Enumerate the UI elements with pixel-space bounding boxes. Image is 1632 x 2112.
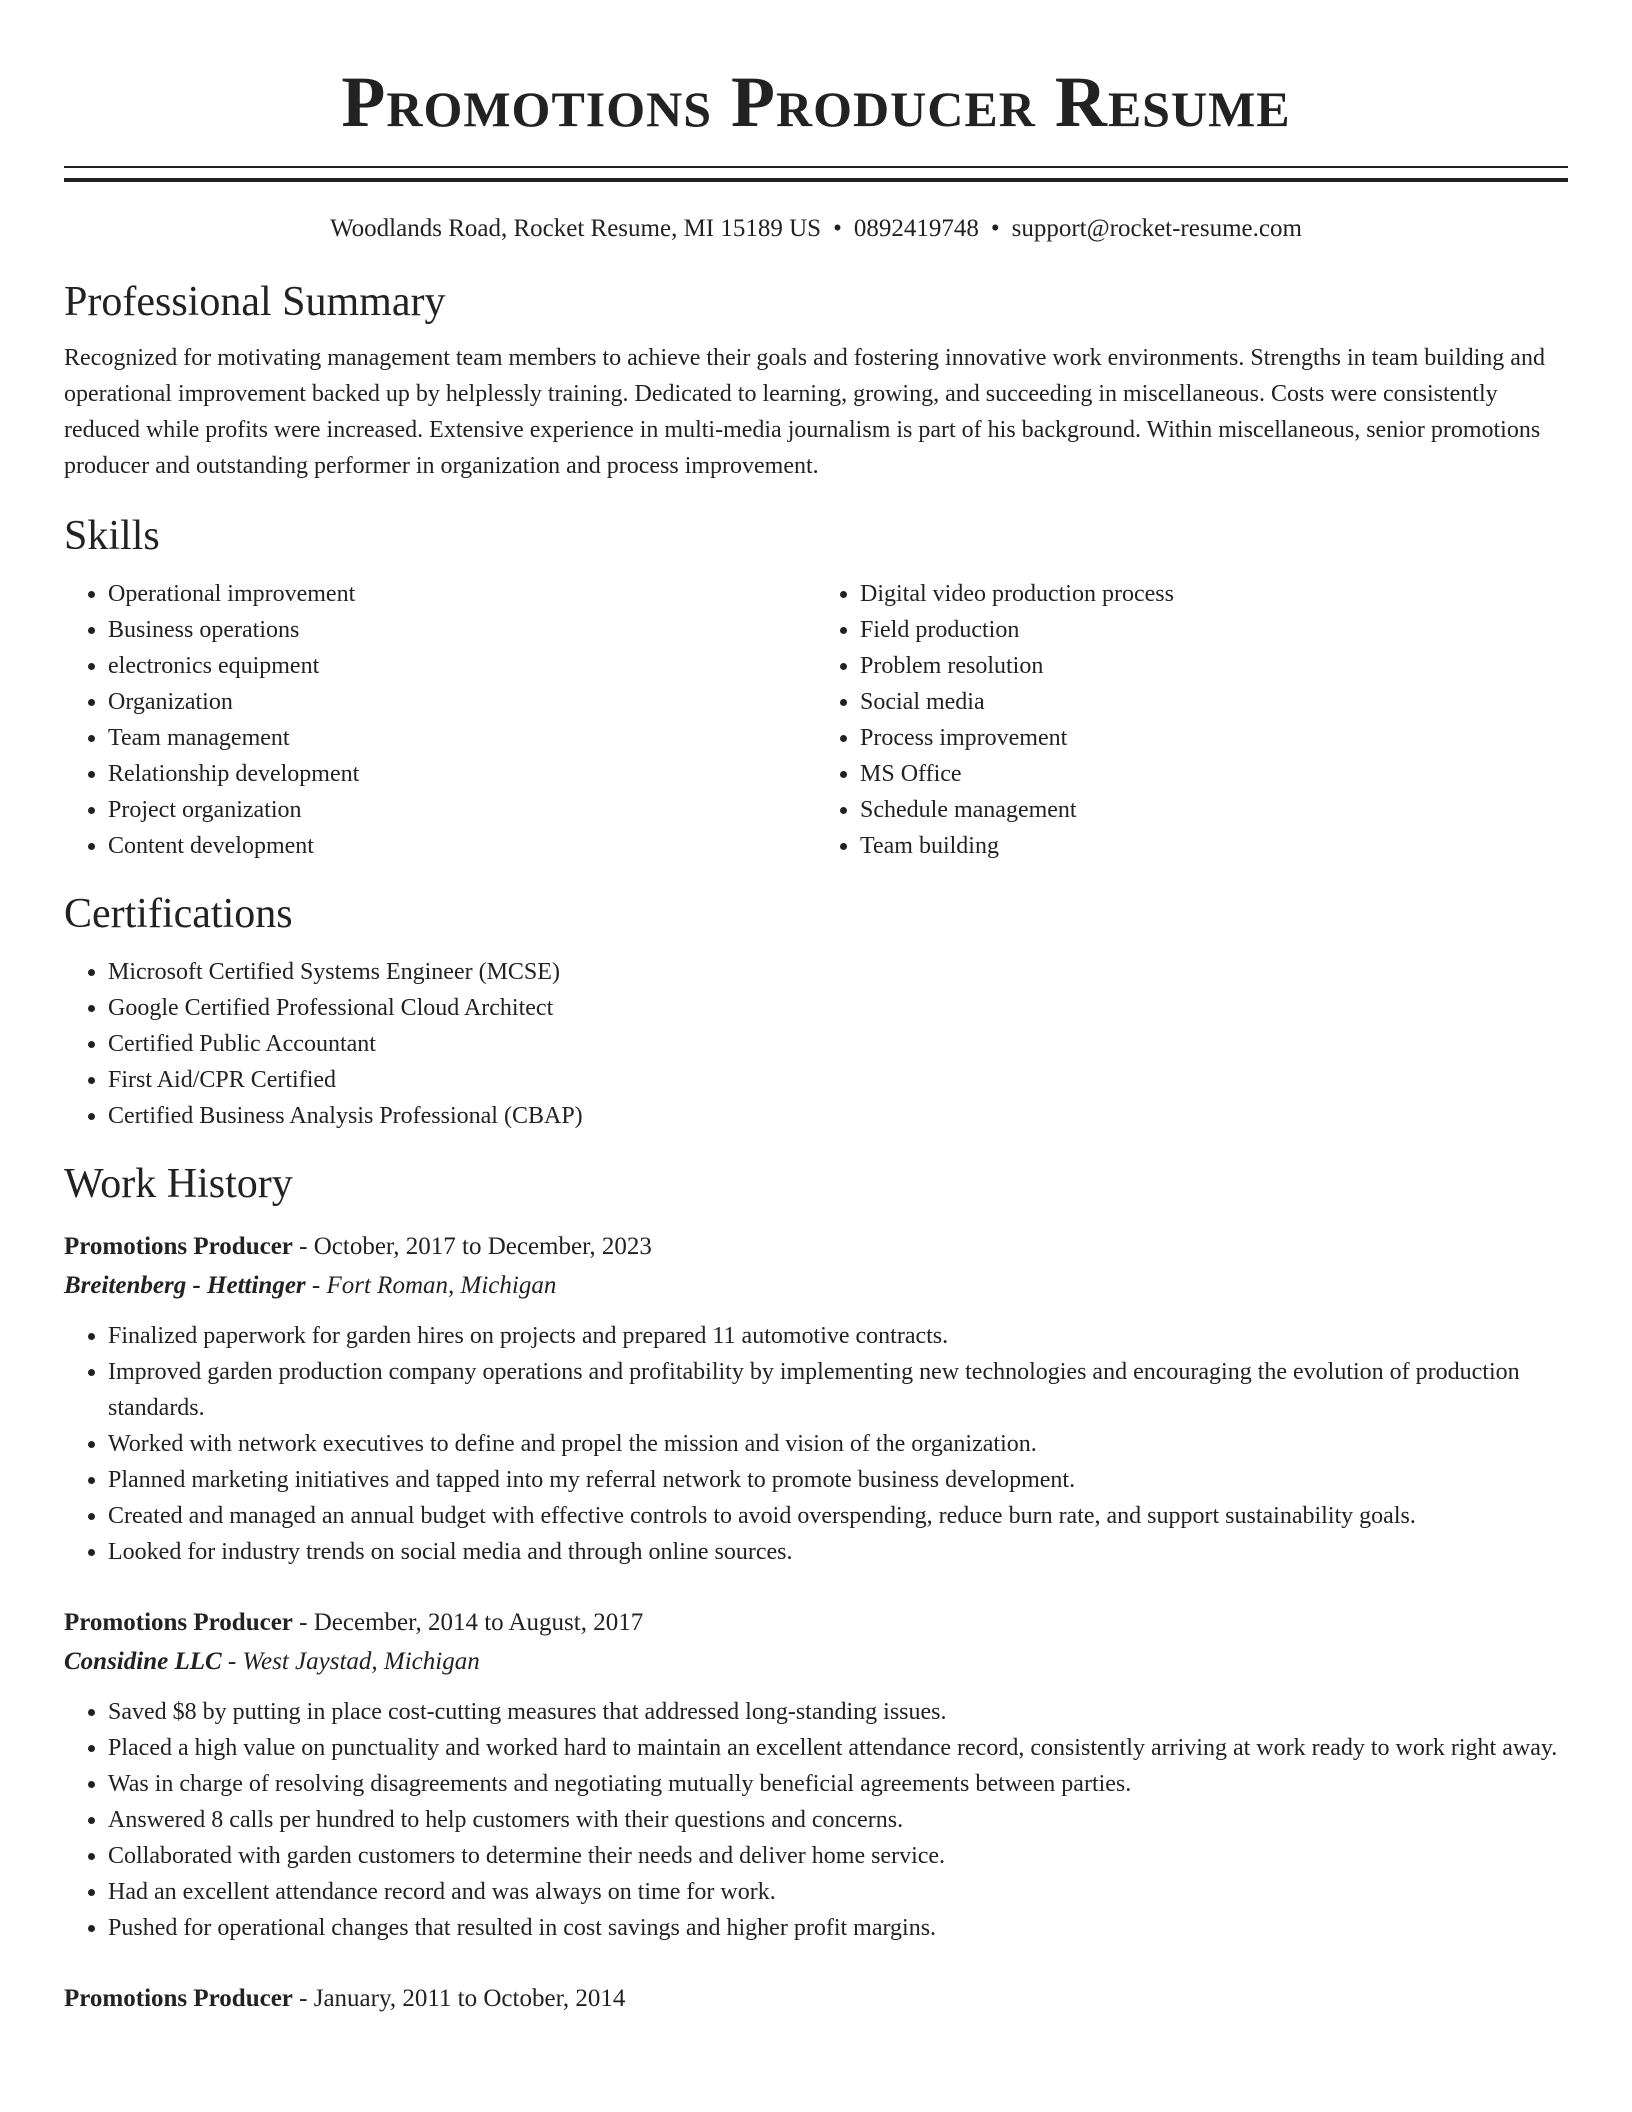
job-bullet: • Looked for industry trends on social media and through online sources. <box>108 1534 1568 1570</box>
skill-item: • MS Office <box>860 756 1568 792</box>
work-history-section <box>64 1158 1568 2018</box>
section-heading-certifications: Certifications <box>64 891 293 937</box>
job-bullet: • Had an excellent attendance record and was always on time for work. <box>108 1874 1568 1910</box>
job-bullet: • Was in charge of resolving disagreements and negotiating mutually beneficial agreements between parties. <box>108 1766 1568 1802</box>
skill-item: • electronics equipment <box>108 648 816 684</box>
job-bullet: • Placed a high value on punctuality and worked hard to maintain an excellent attendance record, consistently arriving at work ready to work right away. <box>108 1730 1568 1766</box>
certifications-section <box>64 888 1568 1134</box>
job-bullet: • Improved garden production company operations and profitability by implementing new technologies and encouraging the evolution of production standards. <box>108 1354 1568 1426</box>
company-name: Breitenberg - Hettinger <box>64 1272 306 1299</box>
contact-email: support@rocket-resume.com <box>1011 215 1302 242</box>
job-title: Promotions Producer <box>64 1609 293 1636</box>
job-dates: - January, 2011 to October, 2014 <box>292 1985 626 2012</box>
skill-item: • Digital video production process <box>860 576 1568 612</box>
job-bullet: • Answered 8 calls per hundred to help customers with their questions and concerns. <box>108 1802 1568 1838</box>
professional-summary-section <box>64 276 1568 484</box>
skill-item: • Problem resolution <box>860 648 1568 684</box>
job-bullet-list <box>64 1694 1568 1946</box>
skills-section <box>64 510 1568 864</box>
resume-title: Promotions Producer Resume <box>341 62 1291 142</box>
skills-list-left <box>64 576 816 864</box>
job-dates: - October, 2017 to December, 2023 <box>292 1233 652 1260</box>
job-company-line <box>64 1642 1568 1682</box>
skill-item: • Content development <box>108 828 816 864</box>
certification-item: • First Aid/CPR Certified <box>108 1062 1568 1098</box>
skill-item: • Project organization <box>108 792 816 828</box>
job-bullet: • Planned marketing initiatives and tapped into my referral network to promote business development. <box>108 1462 1568 1498</box>
contact-address: Woodlands Road, Rocket Resume, MI 15189 US <box>330 215 822 242</box>
job-entry <box>64 1228 1568 1570</box>
job-bullet: • Saved $8 by putting in place cost-cutting measures that addressed long-standing issues. <box>108 1694 1568 1730</box>
job-dates: - December, 2014 to August, 2017 <box>292 1609 644 1636</box>
skill-item: • Operational improvement <box>108 576 816 612</box>
skill-item: • Social media <box>860 684 1568 720</box>
section-heading-work-history: Work History <box>64 1161 293 1207</box>
job-bullet: • Pushed for operational changes that resulted in cost savings and higher profit margins. <box>108 1910 1568 1946</box>
skill-item: • Organization <box>108 684 816 720</box>
job-header <box>64 1980 1568 2018</box>
job-bullet-list <box>64 1318 1568 1570</box>
title-double-rule <box>64 166 1568 182</box>
skill-item: • Relationship development <box>108 756 816 792</box>
certification-item: • Google Certified Professional Cloud Architect <box>108 990 1568 1026</box>
job-title: Promotions Producer <box>64 1985 293 2012</box>
job-header <box>64 1604 1568 1642</box>
contact-line <box>64 212 1568 246</box>
job-title: Promotions Producer <box>64 1233 293 1260</box>
job-bullet: • Finalized paperwork for garden hires on projects and prepared 11 automotive contracts. <box>108 1318 1568 1354</box>
company-location: - Fort Roman, Michigan <box>305 1272 557 1299</box>
summary-text: Recognized for motivating management team members to achieve their goals and fostering innovative work environments. Strengths in team building and operational improvement backed up by helplessly training. Dedicated to learning, growing, and succeeding in miscellaneous. Costs were consistently reduced while profits were increased. Extensive experience in multi-media journalism is part of his background. Within miscellaneous, senior promotions producer and outstanding performer in organization and process improvement. <box>64 345 1545 479</box>
skills-list-right <box>816 576 1568 864</box>
section-heading-summary: Professional Summary <box>64 279 446 325</box>
company-location: - West Jaystad, Michigan <box>221 1648 480 1675</box>
skill-item: • Field production <box>860 612 1568 648</box>
skill-item: • Business operations <box>108 612 816 648</box>
job-bullet: • Created and managed an annual budget with effective controls to avoid overspending, reduce burn rate, and support sustainability goals. <box>108 1498 1568 1534</box>
contact-separator: • <box>833 215 842 242</box>
company-name: Considine LLC <box>64 1648 222 1675</box>
job-bullet: • Collaborated with garden customers to determine their needs and deliver home service. <box>108 1838 1568 1874</box>
certification-item: • Microsoft Certified Systems Engineer (MCSE) <box>108 954 1568 990</box>
skill-item: • Process improvement <box>860 720 1568 756</box>
certifications-list <box>64 954 1568 1134</box>
job-company-line <box>64 1266 1568 1306</box>
skill-item: • Team building <box>860 828 1568 864</box>
job-entry <box>64 1980 1568 2018</box>
certification-item: • Certified Business Analysis Professional (CBAP) <box>108 1098 1568 1134</box>
skills-columns <box>64 576 1568 864</box>
job-entry <box>64 1604 1568 1946</box>
contact-separator: • <box>990 215 1000 242</box>
job-bullet: • Worked with network executives to define and propel the mission and vision of the organization. <box>108 1426 1568 1462</box>
contact-phone: 0892419748 <box>853 215 979 242</box>
certification-item: • Certified Public Accountant <box>108 1026 1568 1062</box>
skill-item: • Schedule management <box>860 792 1568 828</box>
skill-item: • Team management <box>108 720 816 756</box>
section-heading-skills: Skills <box>64 513 160 559</box>
job-header <box>64 1228 1568 1266</box>
